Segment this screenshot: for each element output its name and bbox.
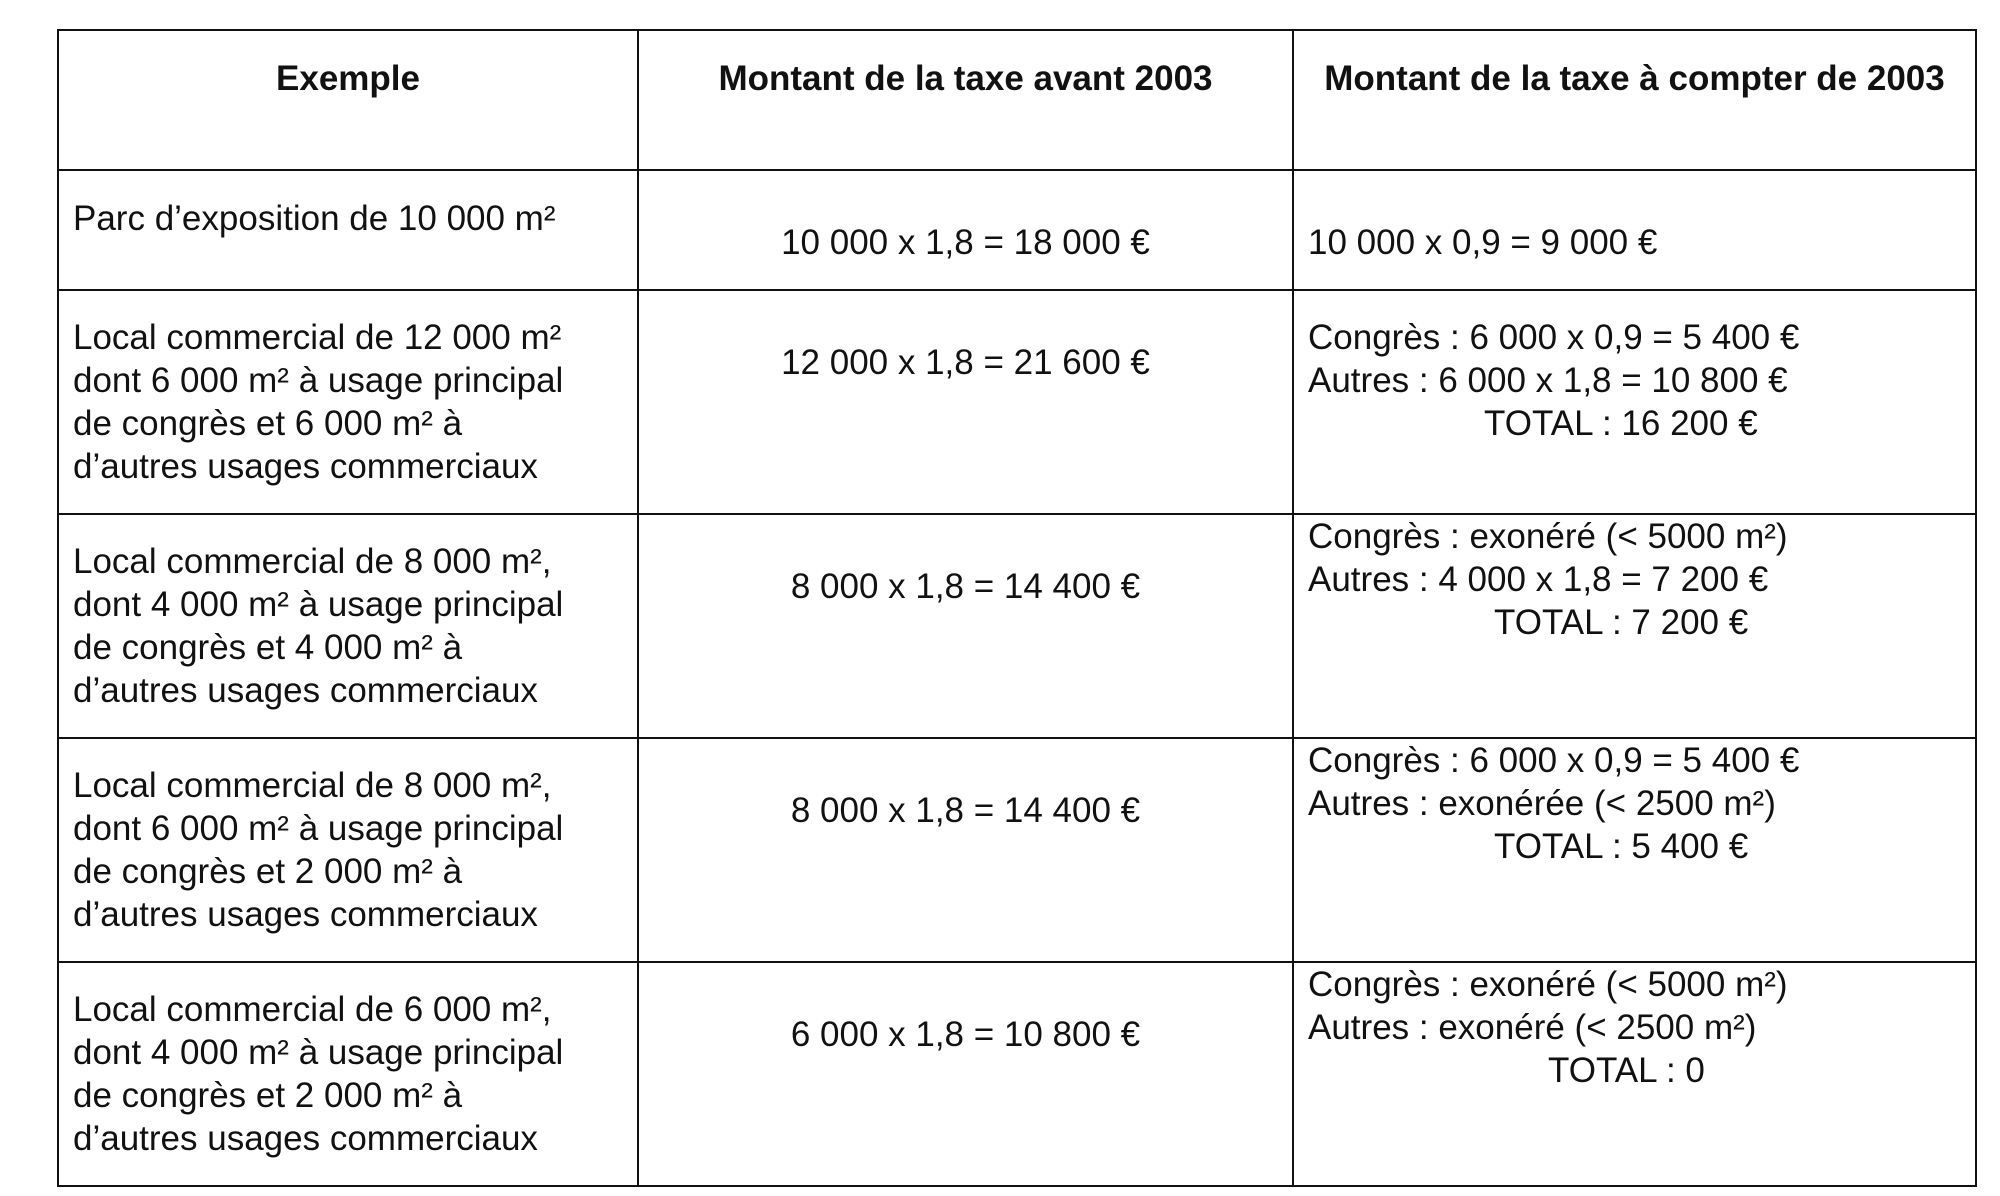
example-line: Parc d’exposition de 10 000 m² [73, 199, 556, 238]
table-row [58, 514, 1976, 738]
before-2003-cell: 8 000 x 1,8 = 14 400 € [638, 738, 1293, 962]
calculation-line: Congrès : 6 000 x 0,9 = 5 400 € [1308, 318, 1800, 357]
example-line: d’autres usages commerciaux [73, 671, 538, 710]
header-example: Exemple [58, 30, 638, 170]
calculation-line: Congrès : exonéré (< 5000 m²) [1308, 965, 1788, 1004]
calculation-line: Autres : 6 000 x 1,8 = 10 800 € [1308, 361, 1788, 400]
calculation-line: Congrès : 6 000 x 0,9 = 5 400 € [1308, 741, 1800, 780]
calculation-line: Autres : exonérée (< 2500 m²) [1308, 784, 1776, 823]
total-line: TOTAL : 0 [1548, 1051, 1705, 1090]
example-line: de congrès et 6 000 m² à [73, 404, 463, 443]
before-2003-cell: 6 000 x 1,8 = 10 800 € [638, 962, 1293, 1186]
example-line: de congrès et 2 000 m² à [73, 852, 463, 891]
table-row [58, 738, 1976, 962]
table-row [58, 962, 1976, 1186]
example-line: dont 4 000 m² à usage principal [73, 585, 564, 624]
calculation-line: Autres : 4 000 x 1,8 = 7 200 € [1308, 560, 1769, 599]
example-line: Local commercial de 8 000 m², [73, 542, 552, 581]
from-2003-cell [1293, 962, 1976, 1186]
example-line: dont 4 000 m² à usage principal [73, 1033, 564, 1072]
from-2003-cell [1293, 514, 1976, 738]
calculation-line: Congrès : exonéré (< 5000 m²) [1308, 517, 1788, 556]
from-2003-cell [1293, 290, 1976, 514]
total-line: TOTAL : 7 200 € [1494, 603, 1749, 642]
from-2003-cell [1293, 738, 1976, 962]
example-line: Local commercial de 8 000 m², [73, 766, 552, 805]
example-cell [58, 738, 638, 962]
from-2003-cell [1293, 170, 1976, 290]
example-cell [58, 514, 638, 738]
example-line: dont 6 000 m² à usage principal [73, 361, 564, 400]
table-row [58, 290, 1976, 514]
table-header-row [58, 30, 1976, 170]
total-line: TOTAL : 16 200 € [1484, 404, 1758, 443]
example-line: Local commercial de 6 000 m², [73, 990, 552, 1029]
example-line: d’autres usages commerciaux [73, 447, 538, 486]
example-line: de congrès et 2 000 m² à [73, 1076, 463, 1115]
example-cell [58, 290, 638, 514]
calculation-line: Autres : exonéré (< 2500 m²) [1308, 1008, 1757, 1047]
example-line: Local commercial de 12 000 m² [73, 318, 562, 357]
example-cell [58, 170, 638, 290]
example-line: d’autres usages commerciaux [73, 1119, 538, 1158]
tax-comparison-table [57, 29, 1977, 1187]
example-line: de congrès et 4 000 m² à [73, 628, 463, 667]
before-2003-cell: 8 000 x 1,8 = 14 400 € [638, 514, 1293, 738]
example-line: dont 6 000 m² à usage principal [73, 809, 564, 848]
total-line: TOTAL : 5 400 € [1494, 827, 1749, 866]
before-2003-cell: 12 000 x 1,8 = 21 600 € [638, 290, 1293, 514]
header-before-2003: Montant de la taxe avant 2003 [638, 30, 1293, 170]
header-from-2003: Montant de la taxe à compter de 2003 [1293, 30, 1976, 170]
example-line: d’autres usages commerciaux [73, 895, 538, 934]
example-cell [58, 962, 638, 1186]
before-2003-cell: 10 000 x 1,8 = 18 000 € [638, 170, 1293, 290]
table-row [58, 170, 1976, 290]
calculation-line: 10 000 x 0,9 = 9 000 € [1308, 223, 1658, 262]
